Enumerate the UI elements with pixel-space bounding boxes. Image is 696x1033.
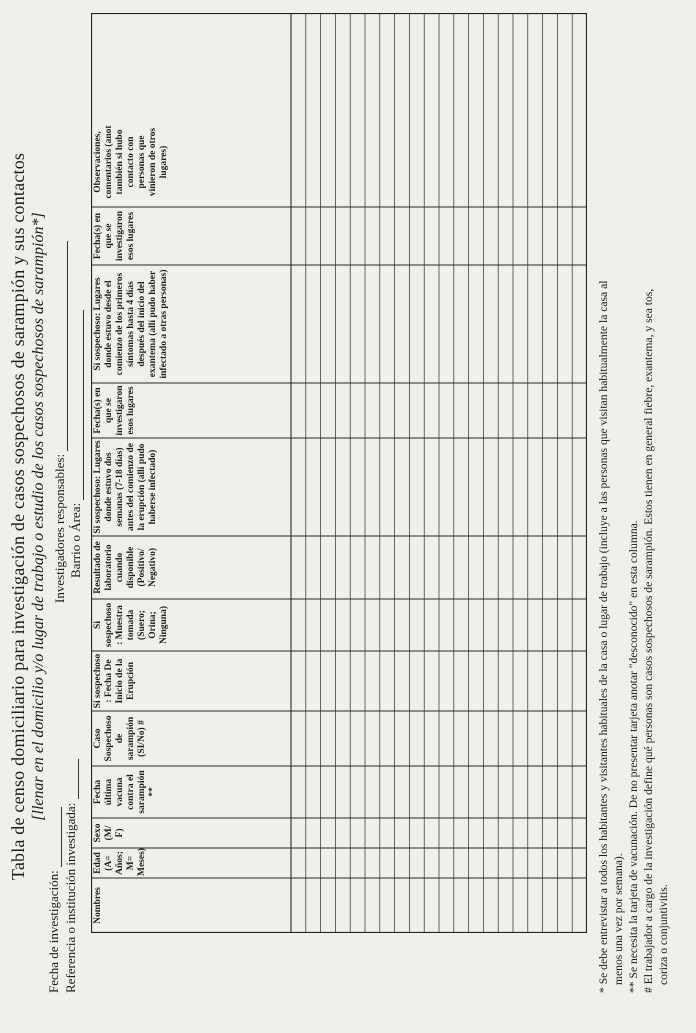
investigadores-field — [52, 241, 68, 603]
column-header: Fecha última vacuna contra el sarampión ** — [93, 770, 158, 814]
document-title: Tabla de censo domiciliario para investigación de casos sospechosos de sarampión y sus contactos — [8, 152, 28, 881]
footnote-line: * Se debe entrevistar a todos los habitantes y visitantes habituales de la casa o lugar de trabajo (incluye a las personas que visitan habitualmente la casa al — [597, 280, 610, 993]
footnotes — [596, 13, 671, 993]
fecha-label: Fecha de investigación: — [46, 870, 61, 993]
investigadores-label: Investigadores responsables: — [52, 453, 67, 603]
column-header: Edad (A= Años; M= Meses) — [93, 848, 147, 876]
referencia-field — [63, 760, 79, 994]
column-header: Observaciones, comentarios (anot también si hubo contacto con personas que vinieron de otros lugares) — [93, 125, 169, 199]
footnote-line: menos una vez por semana). — [612, 853, 625, 985]
barrio-field — [68, 310, 84, 578]
column-header: Si sospechoso : Fecha De Inicio de la Erupción — [93, 653, 136, 709]
referencia-blank[interactable] — [66, 760, 79, 800]
column-header: Sexo (M/ F) — [93, 823, 125, 843]
footnote-line: coriza o conjuntivitis. — [657, 884, 670, 985]
document-subtitle: [llenar en el domicilio y/o lugar de trabajo o estudio de los casos sospechosos de sarampión*] — [30, 212, 47, 821]
investigadores-blank[interactable] — [55, 241, 68, 451]
column-header: Caso Sospechoso de sarampión (SI/No) # — [93, 715, 147, 762]
barrio-blank[interactable] — [71, 310, 84, 500]
census-table — [91, 13, 587, 933]
column-header: Si sospechoso : Muestra tomada (Suero; Orina; Ninguna) — [93, 602, 169, 648]
barrio-label: Barrio o Área: — [68, 502, 83, 578]
fecha-field — [46, 807, 62, 993]
column-header: Fecha(s) en que se investigaron esos lugares — [93, 385, 136, 436]
referencia-label: Referencia o institución investigada: — [63, 802, 78, 993]
column-header: Si sospechoso: Lugares donde estuvo dos semanas (7-18 días) antes del comienzo de la erupción (allí pudo haberse infectado) — [93, 440, 158, 534]
column-header: Fecha(s) en que se investigaron esos lugares — [93, 211, 136, 261]
column-header: Si sospechoso: Lugares donde estuvo desde el comienzo de los primeros síntomas hasta 4 días después del inicio del exantema (allí pudo haber infectado a otras personas) — [93, 269, 169, 379]
footnote-line: # El trabajador a cargo de la investigación define qué personas son casos sospechosos de sarampión. Estos tienen en general fiebre, exantema, y sea tos, — [642, 288, 655, 993]
footnote-line: ** Se necesita la tarjeta de vacunación. De no presentar tarjeta anotar "desconocido" en esta columna. — [627, 520, 640, 993]
column-header: Resultado de laboratorio cuando disponible (Positivo/ Negativo) — [93, 541, 158, 594]
column-header: Nombres — [93, 887, 103, 924]
fecha-blank[interactable] — [49, 807, 62, 867]
